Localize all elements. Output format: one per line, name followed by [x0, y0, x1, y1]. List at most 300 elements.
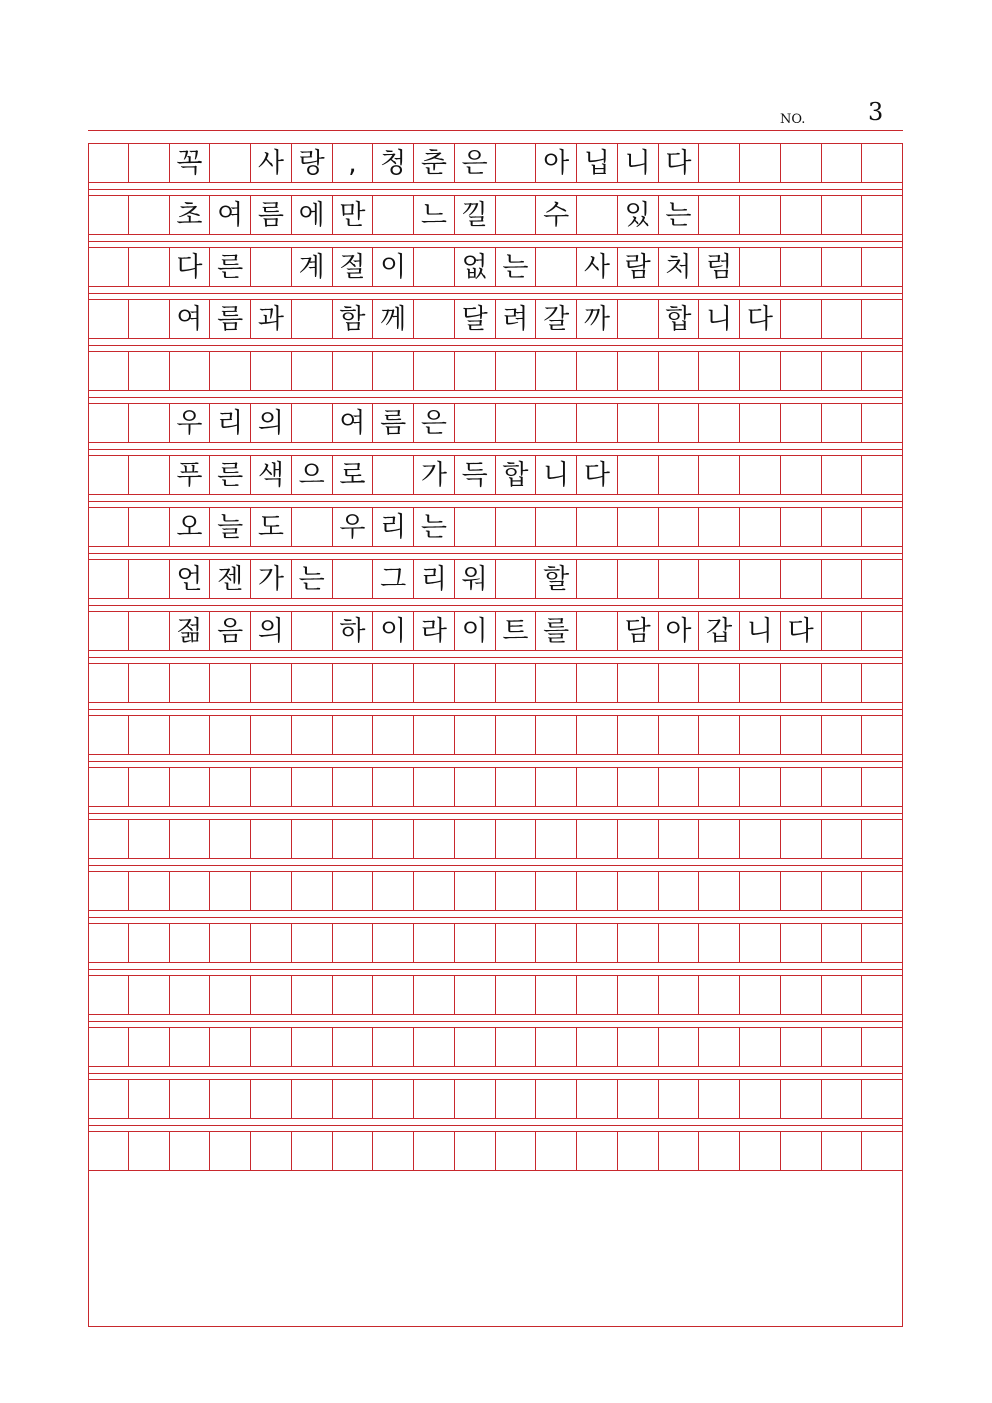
manuscript-cell [496, 1027, 537, 1067]
manuscript-cell [618, 1027, 659, 1067]
manuscript-cell: 춘 [414, 143, 455, 183]
manuscript-cell [618, 299, 659, 339]
manuscript-row [88, 455, 903, 495]
manuscript-cell [251, 663, 292, 703]
manuscript-cell: 은 [455, 143, 496, 183]
row-spacer [88, 651, 903, 663]
manuscript-cell [292, 663, 333, 703]
manuscript-cell: 름 [251, 195, 292, 235]
manuscript-cell [210, 975, 251, 1015]
manuscript-cell [414, 871, 455, 911]
row-spacer-rule [89, 813, 902, 814]
manuscript-cell [251, 975, 292, 1015]
row-spacer-rule [89, 657, 902, 658]
manuscript-cell [822, 299, 863, 339]
manuscript-cell [740, 351, 781, 391]
manuscript-cell [699, 455, 740, 495]
manuscript-cell: 낄 [455, 195, 496, 235]
manuscript-cell [129, 559, 170, 599]
manuscript-cell [170, 923, 211, 963]
manuscript-cell [373, 351, 414, 391]
manuscript-cell [251, 819, 292, 859]
row-spacer-rule [89, 709, 902, 710]
manuscript-cell [577, 507, 618, 547]
manuscript-cell: 그 [373, 559, 414, 599]
row-spacer-rule [89, 397, 902, 398]
manuscript-cell [577, 403, 618, 443]
manuscript-cell [292, 767, 333, 807]
manuscript-cell [170, 351, 211, 391]
manuscript-cell [618, 975, 659, 1015]
manuscript-cell: 만 [333, 195, 374, 235]
manuscript-cell [822, 871, 863, 911]
manuscript-cell [699, 403, 740, 443]
manuscript-cell [536, 871, 577, 911]
manuscript-cell [333, 975, 374, 1015]
row-spacer [88, 235, 903, 247]
manuscript-cell [862, 1131, 903, 1171]
manuscript-cell [822, 1079, 863, 1119]
manuscript-cell [862, 1079, 903, 1119]
manuscript-row [88, 299, 903, 339]
row-spacer-rule [89, 969, 902, 970]
manuscript-cell [455, 819, 496, 859]
manuscript-cell: 로 [333, 455, 374, 495]
row-spacer [88, 599, 903, 611]
row-spacer [88, 1119, 903, 1131]
manuscript-cell [577, 351, 618, 391]
manuscript-cell: 름 [210, 299, 251, 339]
manuscript-cell [699, 871, 740, 911]
manuscript-cell [699, 715, 740, 755]
manuscript-cell [251, 715, 292, 755]
manuscript-cell [496, 559, 537, 599]
manuscript-cell: 랑 [292, 143, 333, 183]
row-spacer-rule [89, 189, 902, 190]
page-number-value: 3 [868, 98, 884, 126]
manuscript-cell [496, 715, 537, 755]
manuscript-cell [333, 351, 374, 391]
row-spacer [88, 755, 903, 767]
manuscript-cell [577, 1131, 618, 1171]
row-spacer [88, 391, 903, 403]
manuscript-cell: 아 [659, 611, 700, 651]
manuscript-cell [740, 455, 781, 495]
manuscript-cell [373, 819, 414, 859]
manuscript-cell [455, 975, 496, 1015]
manuscript-cell [170, 663, 211, 703]
manuscript-cell [414, 923, 455, 963]
manuscript-cell [659, 819, 700, 859]
manuscript-cell [496, 663, 537, 703]
manuscript-cell [251, 923, 292, 963]
manuscript-cell [496, 819, 537, 859]
manuscript-cell [536, 975, 577, 1015]
manuscript-cell [129, 247, 170, 287]
manuscript-row [88, 611, 903, 651]
manuscript-cell [170, 871, 211, 911]
manuscript-cell: 이 [373, 247, 414, 287]
manuscript-cell: 른 [210, 247, 251, 287]
row-spacer [88, 547, 903, 559]
manuscript-cell: 우 [170, 403, 211, 443]
manuscript-cell [618, 1079, 659, 1119]
manuscript-cell [292, 715, 333, 755]
manuscript-cell: 푸 [170, 455, 211, 495]
manuscript-cell: 과 [251, 299, 292, 339]
manuscript-cell [699, 767, 740, 807]
manuscript-cell: 함 [333, 299, 374, 339]
manuscript-cell [373, 767, 414, 807]
manuscript-cell [496, 195, 537, 235]
manuscript-cell [373, 455, 414, 495]
header-rule [88, 130, 903, 131]
manuscript-row [88, 1131, 903, 1171]
manuscript-cell [333, 767, 374, 807]
manuscript-cell [129, 715, 170, 755]
manuscript-cell: 를 [536, 611, 577, 651]
manuscript-cell [822, 559, 863, 599]
manuscript-cell [781, 143, 822, 183]
manuscript-cell [292, 1027, 333, 1067]
manuscript-cell [414, 715, 455, 755]
manuscript-cell [781, 455, 822, 495]
manuscript-cell [210, 663, 251, 703]
manuscript-cell: 으 [292, 455, 333, 495]
manuscript-cell [129, 611, 170, 651]
manuscript-cell [577, 715, 618, 755]
manuscript-cell [414, 1131, 455, 1171]
row-spacer [88, 443, 903, 455]
manuscript-cell: 까 [577, 299, 618, 339]
manuscript-cell [292, 1079, 333, 1119]
manuscript-cell [577, 923, 618, 963]
manuscript-cell [577, 1027, 618, 1067]
manuscript-cell [740, 1027, 781, 1067]
manuscript-cell [618, 559, 659, 599]
manuscript-cell [740, 715, 781, 755]
manuscript-cell: , [333, 143, 374, 183]
manuscript-cell [618, 403, 659, 443]
manuscript-cell [659, 715, 700, 755]
manuscript-cell [170, 715, 211, 755]
manuscript-row [88, 1027, 903, 1067]
manuscript-cell [781, 923, 822, 963]
manuscript-cell [496, 1079, 537, 1119]
manuscript-cell [129, 975, 170, 1015]
manuscript-cell [822, 247, 863, 287]
manuscript-cell [129, 1131, 170, 1171]
manuscript-cell [88, 611, 129, 651]
manuscript-cell [333, 663, 374, 703]
manuscript-cell [862, 559, 903, 599]
manuscript-cell [129, 663, 170, 703]
manuscript-cell: 럼 [699, 247, 740, 287]
manuscript-cell [88, 767, 129, 807]
manuscript-cell [251, 247, 292, 287]
manuscript-cell [659, 1131, 700, 1171]
manuscript-cell: 의 [251, 403, 292, 443]
manuscript-cell [129, 819, 170, 859]
manuscript-cell [414, 975, 455, 1015]
manuscript-cell [88, 663, 129, 703]
manuscript-cell: 닙 [577, 143, 618, 183]
manuscript-cell [536, 507, 577, 547]
manuscript-cell [210, 1079, 251, 1119]
manuscript-cell: 느 [414, 195, 455, 235]
manuscript-cell [822, 507, 863, 547]
manuscript-cell [210, 715, 251, 755]
manuscript-row [88, 351, 903, 391]
manuscript-cell [536, 767, 577, 807]
manuscript-cell [129, 1027, 170, 1067]
manuscript-cell: 꼭 [170, 143, 211, 183]
row-spacer [88, 859, 903, 871]
manuscript-cell [822, 819, 863, 859]
manuscript-cell [414, 351, 455, 391]
manuscript-cell [414, 663, 455, 703]
manuscript-cell [129, 195, 170, 235]
manuscript-cell [88, 871, 129, 911]
manuscript-cell: 가 [414, 455, 455, 495]
manuscript-cell: 음 [210, 611, 251, 651]
manuscript-cell [781, 1079, 822, 1119]
manuscript-cell [659, 351, 700, 391]
manuscript-cell [373, 195, 414, 235]
manuscript-row [88, 663, 903, 703]
manuscript-cell [862, 975, 903, 1015]
manuscript-cell [88, 299, 129, 339]
row-spacer [88, 1067, 903, 1079]
row-spacer-rule [89, 501, 902, 502]
manuscript-cell: 라 [414, 611, 455, 651]
manuscript-cell [292, 975, 333, 1015]
manuscript-row [88, 195, 903, 235]
manuscript-cell [862, 663, 903, 703]
manuscript-cell: 갈 [536, 299, 577, 339]
manuscript-cell: 젠 [210, 559, 251, 599]
manuscript-cell [577, 559, 618, 599]
manuscript-cell [577, 975, 618, 1015]
manuscript-cell [496, 351, 537, 391]
manuscript-row [88, 715, 903, 755]
manuscript-cell [292, 611, 333, 651]
manuscript-cell [740, 923, 781, 963]
manuscript-cell: 여 [333, 403, 374, 443]
manuscript-cell [699, 819, 740, 859]
manuscript-cell: 있 [618, 195, 659, 235]
manuscript-cell: 없 [455, 247, 496, 287]
manuscript-cell [88, 715, 129, 755]
manuscript-cell [699, 1079, 740, 1119]
manuscript-cell [88, 247, 129, 287]
manuscript-cell: 젊 [170, 611, 211, 651]
manuscript-cell [536, 351, 577, 391]
manuscript-cell [862, 923, 903, 963]
page-number-label: NO. [780, 112, 806, 127]
manuscript-cell [699, 1027, 740, 1067]
manuscript-cell [659, 663, 700, 703]
manuscript-cell [170, 1027, 211, 1067]
manuscript-cell [659, 871, 700, 911]
manuscript-cell [781, 871, 822, 911]
row-spacer-rule [89, 917, 902, 918]
row-spacer [88, 703, 903, 715]
manuscript-cell [333, 559, 374, 599]
manuscript-row [88, 819, 903, 859]
manuscript-cell [822, 923, 863, 963]
manuscript-cell: 오 [170, 507, 211, 547]
manuscript-cell: 우 [333, 507, 374, 547]
manuscript-cell [822, 767, 863, 807]
manuscript-cell [496, 871, 537, 911]
manuscript-cell [781, 1131, 822, 1171]
manuscript-cell [659, 403, 700, 443]
manuscript-cell [129, 507, 170, 547]
manuscript-cell: 리 [373, 507, 414, 547]
manuscript-cell [88, 143, 129, 183]
manuscript-cell [699, 195, 740, 235]
manuscript-cell [373, 923, 414, 963]
manuscript-cell [577, 819, 618, 859]
manuscript-cell: 다 [740, 299, 781, 339]
manuscript-cell [822, 715, 863, 755]
manuscript-cell [781, 247, 822, 287]
manuscript-cell [618, 871, 659, 911]
manuscript-row [88, 247, 903, 287]
manuscript-cell [862, 143, 903, 183]
manuscript-cell [129, 1079, 170, 1119]
manuscript-cell [88, 975, 129, 1015]
manuscript-cell: 합 [496, 455, 537, 495]
manuscript-cell [699, 923, 740, 963]
manuscript-cell [251, 1079, 292, 1119]
manuscript-cell [740, 403, 781, 443]
manuscript-cell [822, 403, 863, 443]
manuscript-row [88, 871, 903, 911]
manuscript-cell: 여 [210, 195, 251, 235]
manuscript-cell [699, 559, 740, 599]
manuscript-cell [170, 819, 211, 859]
manuscript-cell [781, 663, 822, 703]
manuscript-cell [577, 611, 618, 651]
manuscript-cell [740, 975, 781, 1015]
manuscript-cell [496, 403, 537, 443]
manuscript-cell: 아 [536, 143, 577, 183]
manuscript-cell: 사 [251, 143, 292, 183]
manuscript-cell: 늘 [210, 507, 251, 547]
manuscript-cell [251, 351, 292, 391]
manuscript-cell [210, 143, 251, 183]
manuscript-cell: 청 [373, 143, 414, 183]
manuscript-cell [740, 1079, 781, 1119]
manuscript-cell [373, 1079, 414, 1119]
manuscript-cell [536, 715, 577, 755]
manuscript-cell [88, 819, 129, 859]
manuscript-cell [740, 195, 781, 235]
manuscript-cell [740, 663, 781, 703]
manuscript-cell [455, 663, 496, 703]
manuscript-cell [373, 1027, 414, 1067]
manuscript-cell: 는 [659, 195, 700, 235]
row-spacer [88, 339, 903, 351]
manuscript-cell: 니 [536, 455, 577, 495]
manuscript-cell [496, 507, 537, 547]
manuscript-cell [862, 819, 903, 859]
manuscript-cell [129, 351, 170, 391]
manuscript-cell: 다 [781, 611, 822, 651]
manuscript-cell [292, 1131, 333, 1171]
manuscript-cell [373, 663, 414, 703]
manuscript-cell [577, 871, 618, 911]
manuscript-cell [862, 299, 903, 339]
manuscript-cell: 이 [455, 611, 496, 651]
manuscript-cell: 에 [292, 195, 333, 235]
manuscript-cell: 득 [455, 455, 496, 495]
manuscript-cell [170, 1131, 211, 1171]
manuscript-cell [577, 663, 618, 703]
manuscript-row [88, 403, 903, 443]
manuscript-row [88, 1079, 903, 1119]
manuscript-cell [618, 455, 659, 495]
manuscript-cell [373, 975, 414, 1015]
manuscript-cell [822, 663, 863, 703]
manuscript-cell [496, 143, 537, 183]
manuscript-cell [292, 507, 333, 547]
row-spacer [88, 807, 903, 819]
manuscript-cell [536, 1079, 577, 1119]
row-spacer [88, 963, 903, 975]
manuscript-cell [129, 299, 170, 339]
manuscript-cell [536, 819, 577, 859]
manuscript-cell [170, 767, 211, 807]
manuscript-cell: 여 [170, 299, 211, 339]
manuscript-cell [251, 871, 292, 911]
manuscript-cell [333, 819, 374, 859]
manuscript-cell [536, 247, 577, 287]
manuscript-cell [699, 143, 740, 183]
manuscript-cell: 니 [618, 143, 659, 183]
manuscript-cell [659, 559, 700, 599]
manuscript-cell [373, 715, 414, 755]
manuscript-cell: 갑 [699, 611, 740, 651]
manuscript-cell [862, 455, 903, 495]
manuscript-cell [333, 1079, 374, 1119]
manuscript-cell [536, 1131, 577, 1171]
manuscript-cell [455, 507, 496, 547]
manuscript-cell [414, 247, 455, 287]
manuscript-cell [781, 1027, 822, 1067]
manuscript-cell [740, 143, 781, 183]
manuscript-cell [740, 247, 781, 287]
manuscript-row [88, 559, 903, 599]
manuscript-cell [88, 559, 129, 599]
row-spacer [88, 1015, 903, 1027]
manuscript-cell [618, 507, 659, 547]
row-spacer-rule [89, 1125, 902, 1126]
manuscript-cell [88, 1027, 129, 1067]
manuscript-cell [333, 871, 374, 911]
manuscript-cell: 색 [251, 455, 292, 495]
manuscript-cell [659, 1027, 700, 1067]
manuscript-cell [781, 351, 822, 391]
manuscript-cell [129, 767, 170, 807]
manuscript-cell [822, 195, 863, 235]
manuscript-cell [292, 351, 333, 391]
manuscript-cell [781, 299, 822, 339]
manuscript-cell [699, 507, 740, 547]
row-spacer [88, 287, 903, 299]
